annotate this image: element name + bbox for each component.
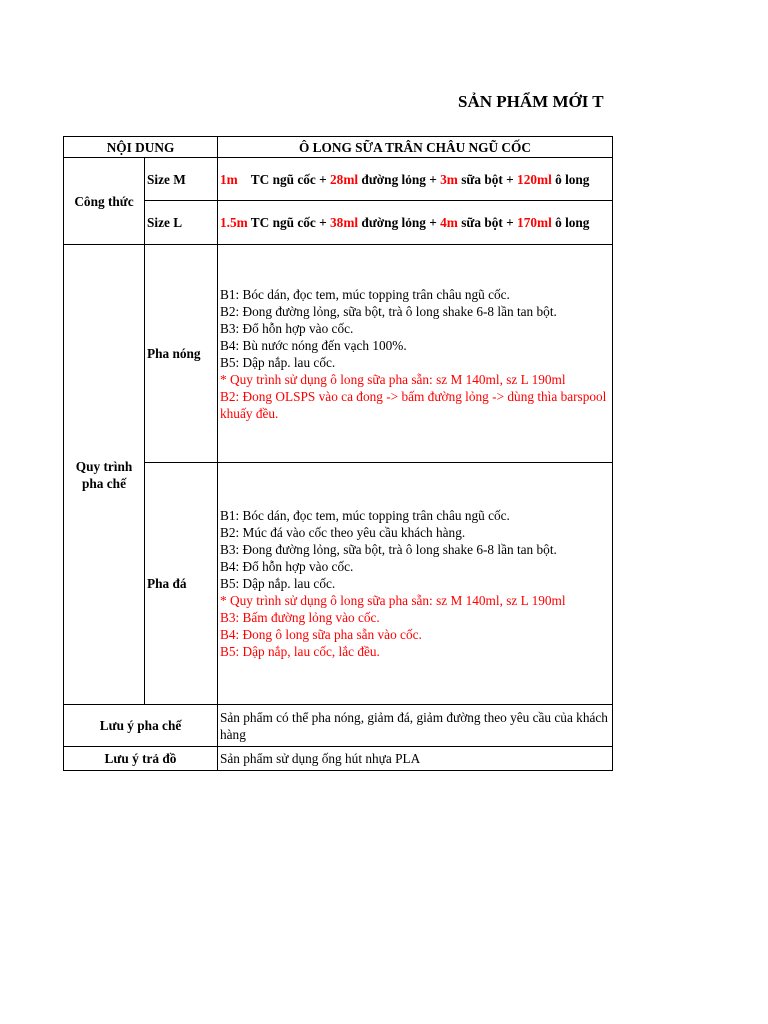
recipe-part: 1.5m [220, 215, 248, 230]
process-row-hot [64, 245, 613, 463]
recipe-part: 28ml [330, 171, 359, 187]
size-m-recipe [218, 158, 613, 201]
iced-label: Pha đá [145, 463, 218, 705]
process-step: B1: Bóc dán, đọc tem, múc topping trân châu ngũ cốc. [220, 286, 510, 302]
serving-note-text: Sản phẩm sử dụng ống hút nhựa PLA [218, 747, 613, 771]
header-content-label: NỘI DUNG [64, 137, 218, 158]
recipe-table [63, 136, 613, 771]
recipe-part: sữa bột + [457, 171, 518, 187]
header-product-name: Ô LONG SỮA TRÂN CHÂU NGŨ CỐC [218, 137, 613, 158]
prep-note-row [64, 705, 613, 747]
recipe-part: 3m [440, 171, 458, 187]
process-step: B2: Múc đá vào cốc theo yêu cầu khách hàng. [220, 525, 466, 540]
iced-steps [218, 463, 613, 705]
process-step: B1: Bóc dán, đọc tem, múc topping trân châu ngũ cốc. [220, 508, 510, 523]
recipe-part: đường lỏng + [358, 171, 441, 187]
recipe-part: TC ngũ cốc + [247, 215, 331, 230]
process-step: B5: Dập nắp. lau cốc. [220, 354, 336, 370]
process-step: * Quy trình sử dụng ô long sữa pha sẵn: sz M 140ml, sz L 190ml [220, 593, 566, 608]
process-step: B2: Đong OLSPS vào ca đong -> bấm đường lỏng -> dùng thìa barspool khuấy đều. [220, 388, 607, 421]
prep-note-text: Sản phẩm có thể pha nóng, giảm đá, giảm đường theo yêu cầu của khách hàng [218, 705, 613, 747]
recipe-label: Công thức [64, 158, 145, 245]
recipe-part: sữa bột + [457, 215, 518, 230]
document-title: SẢN PHẨM MỚI T [458, 92, 604, 111]
recipe-part: đường lỏng + [358, 215, 441, 230]
hot-steps [218, 245, 613, 463]
recipe-part: ô long [551, 215, 590, 230]
process-step: B5: Dập nắp. lau cốc. [220, 576, 336, 591]
recipe-part: 4m [440, 215, 458, 230]
recipe-part: 120ml [517, 171, 552, 187]
recipe-row-size-m [64, 158, 613, 201]
serving-note-row [64, 747, 613, 771]
size-l-recipe [218, 201, 613, 245]
process-row-iced [64, 463, 613, 705]
process-step: B3: Bấm đường lỏng vào cốc. [220, 610, 380, 625]
recipe-part: 1m [220, 171, 238, 187]
recipe-row-size-l [64, 201, 613, 245]
size-m-label: Size M [145, 158, 218, 201]
hot-label: Pha nóng [145, 245, 218, 463]
header-row [64, 137, 613, 158]
process-step: B4: Đong ô long sữa pha sẵn vào cốc. [220, 627, 422, 642]
process-step: B5: Dập nắp, lau cốc, lắc đều. [220, 644, 380, 659]
process-step: B3: Đổ hỗn hợp vào cốc. [220, 320, 354, 336]
process-step: B2: Đong đường lỏng, sữa bột, trà ô long shake 6-8 lần tan bột. [220, 303, 557, 319]
process-step: B3: Đong đường lỏng, sữa bột, trà ô long shake 6-8 lần tan bột. [220, 542, 557, 557]
recipe-part: 38ml [330, 215, 359, 230]
recipe-part: 170ml [517, 215, 552, 230]
process-step: B4: Đổ hỗn hợp vào cốc. [220, 559, 354, 574]
serving-note-label: Lưu ý trả đồ [64, 747, 218, 771]
process-label: Quy trình pha chế [64, 245, 145, 705]
recipe-part: TC ngũ cốc + [237, 171, 331, 187]
size-l-label: Size L [145, 201, 218, 245]
prep-note-label: Lưu ý pha chế [64, 705, 218, 747]
process-step: * Quy trình sử dụng ô long sữa pha sẵn: sz M 140ml, sz L 190ml [220, 371, 566, 387]
recipe-part: ô long [551, 171, 590, 187]
process-step: B4: Bù nước nóng đến vạch 100%. [220, 337, 407, 353]
